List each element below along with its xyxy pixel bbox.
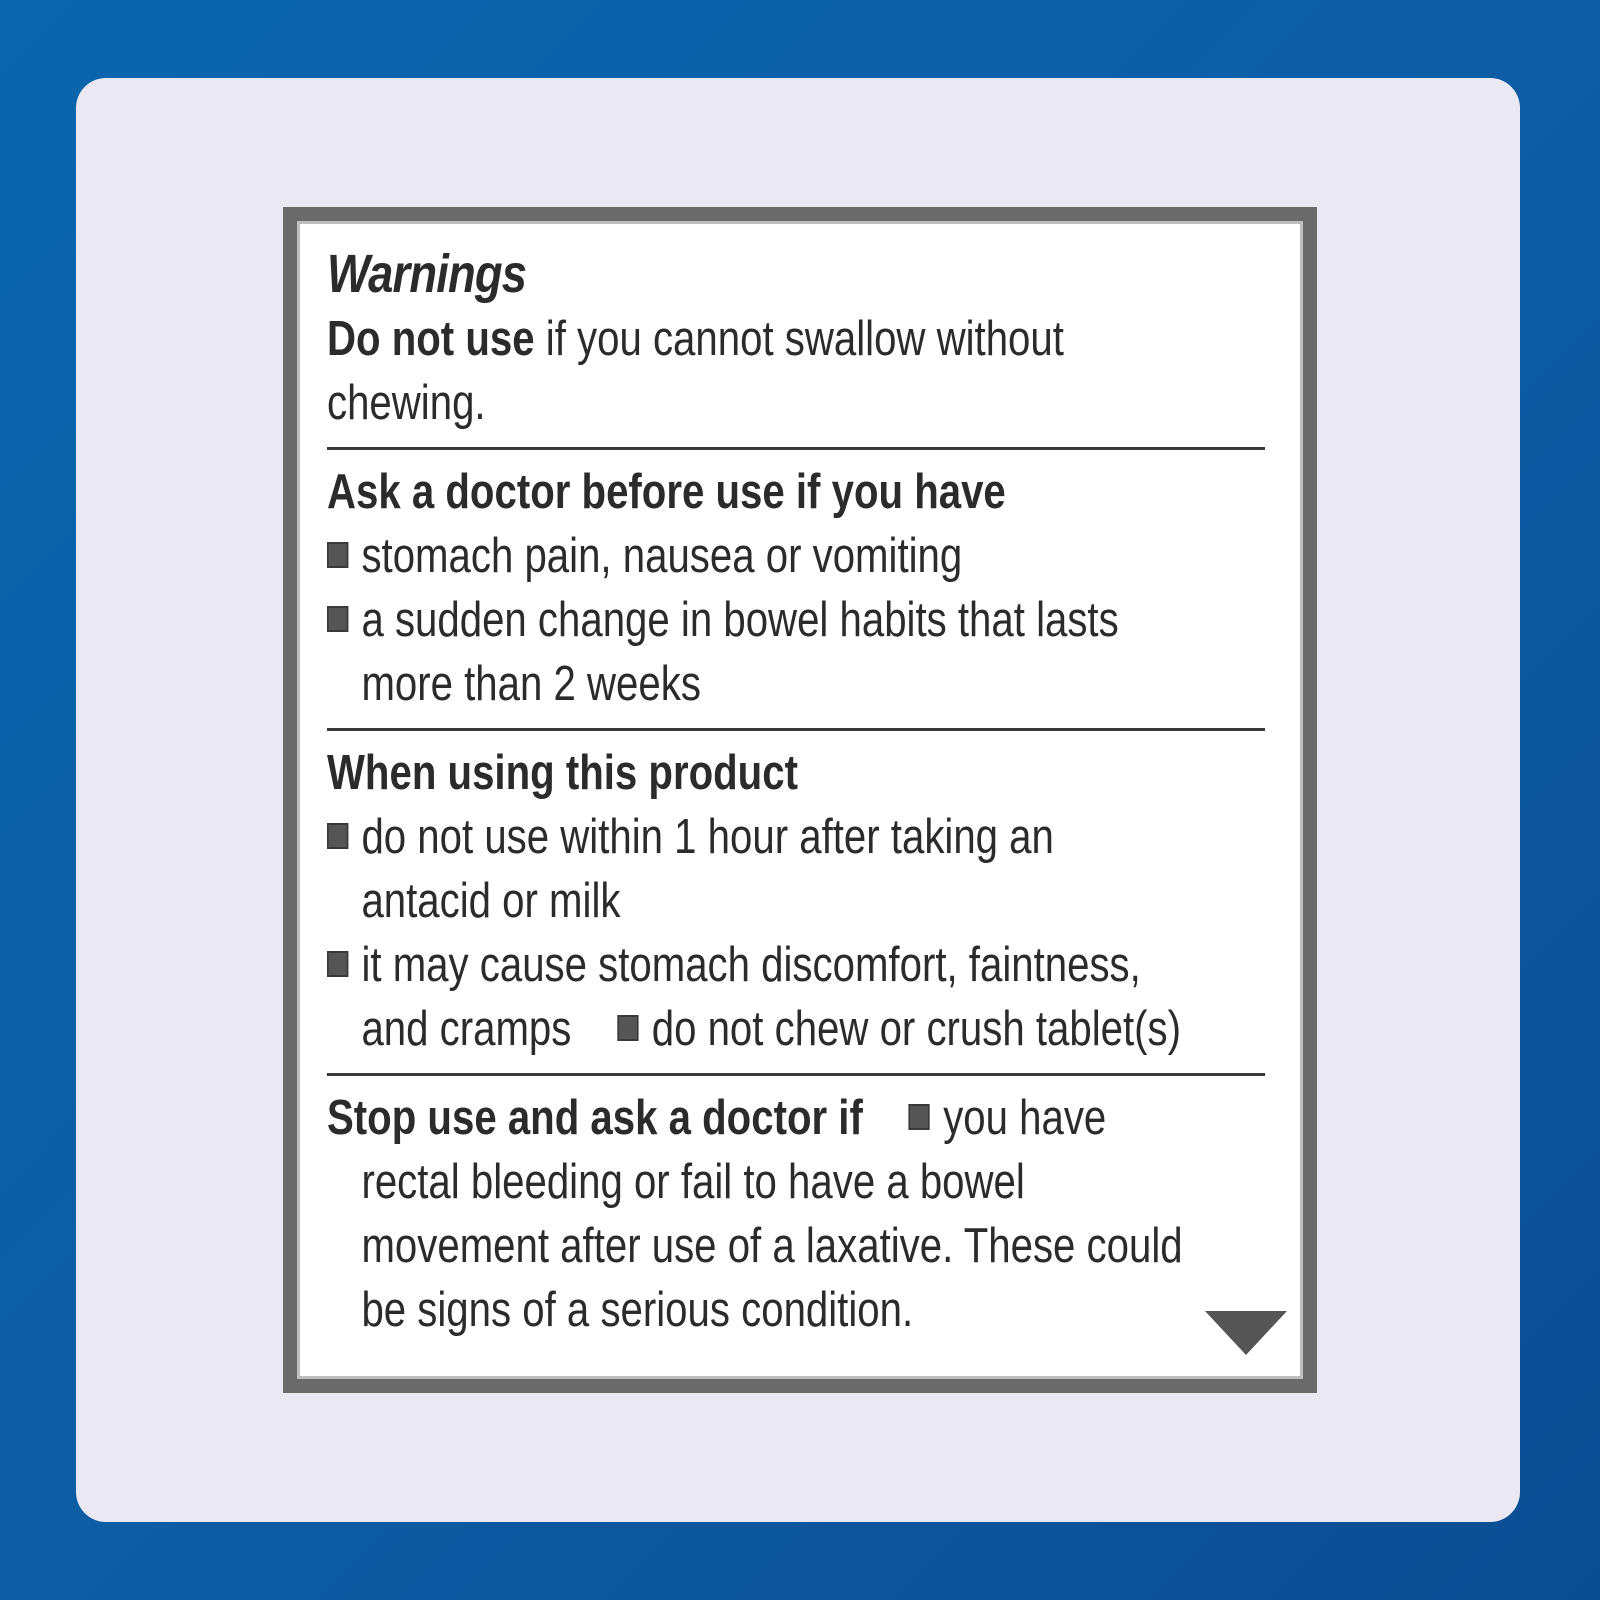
ask-doctor-item-continued: more than 2 weeks: [361, 657, 701, 711]
square-bullet-icon: [327, 542, 348, 568]
do-not-use-text-continued: chewing.: [327, 376, 486, 430]
square-bullet-icon: [327, 823, 348, 849]
ask-doctor-item-text: stomach pain, nausea or vomiting: [361, 529, 963, 583]
when-using-heading: When using this product: [327, 746, 798, 800]
stop-use-item-text: you have: [943, 1091, 1107, 1145]
square-bullet-icon: [909, 1104, 930, 1130]
stop-use-item-continued: rectal bleeding or fail to have a bowel: [361, 1155, 1025, 1209]
ask-doctor-item: [327, 588, 1119, 652]
ask-doctor-heading: Ask a doctor before use if you have: [327, 465, 1006, 519]
section-divider: [327, 1073, 1265, 1076]
when-using-item-continued: [327, 997, 1182, 1061]
when-using-item: [327, 805, 1103, 869]
stop-use-heading: Stop use and ask a doctor if: [327, 1091, 863, 1145]
square-bullet-icon: [327, 951, 348, 977]
ask-doctor-item: [327, 524, 1103, 588]
when-using-item-continued: antacid or milk: [361, 874, 621, 928]
warnings-label: [283, 207, 1317, 1393]
do-not-use-text: if you cannot swallow without: [534, 312, 1064, 366]
when-using-item: [327, 933, 1141, 997]
section-divider: [327, 447, 1265, 450]
down-triangle-icon: [1205, 1311, 1287, 1355]
square-bullet-icon: [327, 606, 348, 632]
do-not-use-heading: Do not use: [327, 312, 535, 366]
do-not-use-line: [327, 307, 1103, 371]
when-using-item-text: and cramps: [361, 1002, 572, 1056]
warnings-content: [327, 241, 1273, 1342]
when-using-item-text: do not use within 1 hour after taking an: [361, 810, 1054, 864]
when-using-item-text: do not chew or crush tablet(s): [651, 1002, 1182, 1056]
warnings-title: Warnings: [327, 244, 527, 304]
stop-use-line: [327, 1086, 1107, 1150]
stop-use-item-continued: be signs of a serious condition.: [361, 1283, 914, 1337]
section-divider: [327, 728, 1265, 731]
when-using-item-text: it may cause stomach discomfort, faintness,: [361, 938, 1141, 992]
ask-doctor-item-text: a sudden change in bowel habits that lasts: [361, 593, 1119, 647]
square-bullet-icon: [617, 1015, 638, 1041]
stop-use-item-continued: movement after use of a laxative. These could: [361, 1219, 1183, 1273]
